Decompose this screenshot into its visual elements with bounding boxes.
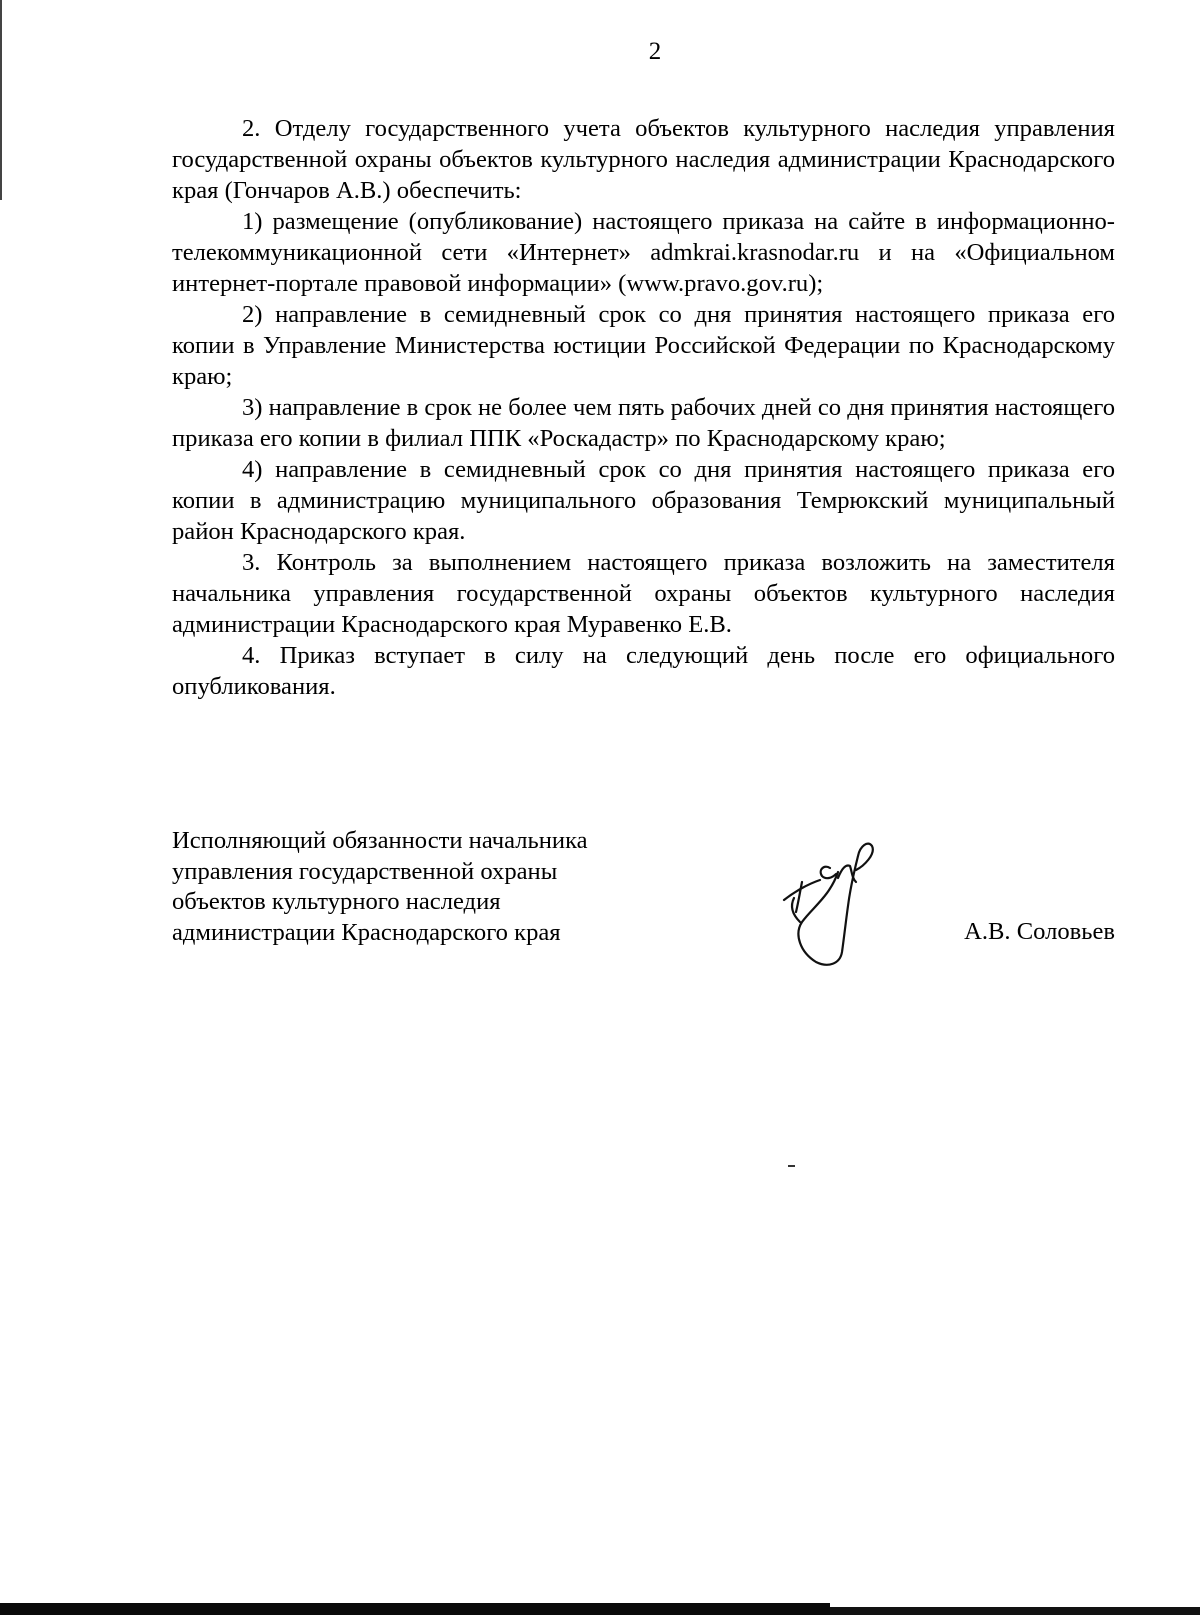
page-number: 2 — [648, 38, 662, 65]
scan-edge-bottom — [0, 1603, 830, 1615]
signatory-title-line: Исполняющий обязанности начальника — [172, 827, 588, 854]
signatory-title-line: объектов культурного наследия — [172, 888, 501, 915]
signatory-title — [172, 826, 588, 948]
signatory-title-line: администрации Краснодарского края — [172, 918, 561, 946]
document-body — [172, 113, 1115, 702]
scan-speck — [788, 1165, 795, 1167]
paragraph-item-3: 3. Контроль за выполнением настоящего приказа возложить на заместителя начальника управления государственной охраны объектов культурного наследия администрации Краснодарского края Муравенко Е.В. — [172, 549, 1115, 638]
paragraph-subitem-1: 1) размещение (опубликование) настоящего приказа на сайте в информационно-телекоммуникационной сети «Интернет» admkrai.krasnodar.ru и на «Официальном интернет-портале правовой информации» (www.pravo.gov.ru); — [172, 208, 1115, 297]
signatory-title-line: управления государственной охраны — [172, 857, 558, 885]
paragraph-item-4: 4. Приказ вступает в силу на следующий день после его официального опубликования. — [172, 642, 1115, 700]
paragraph-subitem-4: 4) направление в семидневный срок со дня принятия настоящего приказа его копии в администрацию муниципального образования Темрюкский муниципальный район Краснодарского края. — [172, 456, 1115, 545]
paragraph-item-2: 2. Отделу государственного учета объектов культурного наследия управления государственной охраны объектов культурного наследия администрации Краснодарского края (Гончаров А.В.) обеспечить: — [172, 115, 1115, 204]
handwritten-signature — [772, 826, 892, 996]
scan-edge-left — [0, 0, 2, 200]
paragraph-subitem-2: 2) направление в семидневный срок со дня принятия настоящего приказа его копии в Управление Министерства юстиции Российской Федерации по Краснодарскому краю; — [172, 301, 1115, 390]
scan-edge-bottom-right — [830, 1607, 1200, 1615]
paragraph-subitem-3: 3) направление в срок не более чем пять рабочих дней со дня принятия настоящего приказа его копии в филиал ППК «Роскадастр» по Краснодарскому краю; — [172, 394, 1115, 452]
signature-block — [172, 826, 1115, 996]
signatory-name: А.В. Соловьев — [964, 918, 1115, 945]
